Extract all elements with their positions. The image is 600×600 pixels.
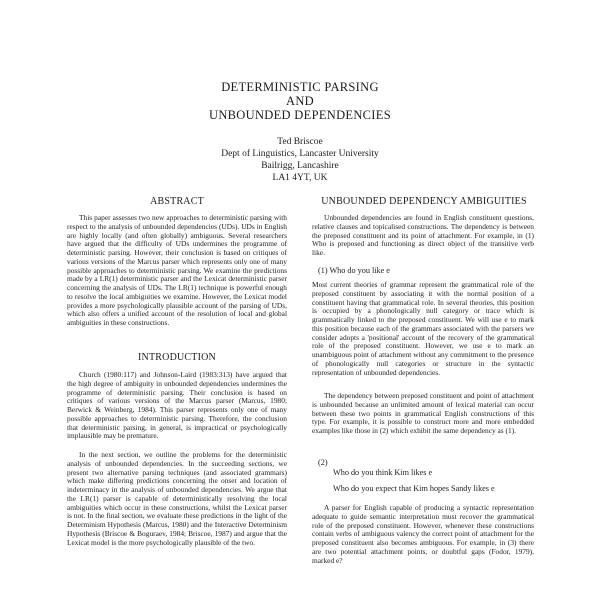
introduction-body [67, 371, 287, 547]
abstract-paragraph: This paper assesses two new approaches to deterministic parsing with respect to the analysis of unbounded dependencies (UDs). UDs in English are highly locally (and often globally) ambiguous. Several researchers have argued that the difficulty of UDs undermines the programme of deterministic parsing. However, their conclusion is based on critiques of various versions of the Marcus parser which represents only one of many possible approaches to deterministic parsing. We examine the predictions made by a LR(1) deterministic parser and the Lexicat deterministic parser concerning the analysis of UDs. The LR(1) technique is powerful enough to resolve the local ambiguities we examine. However, the Lexicat model provides a more psychologically plausible account of the parsing of UDs, which also offers a unified account of the resolution of local and global ambiguities in these constructions. [67, 213, 287, 327]
introduction-heading: INTRODUCTION [138, 352, 216, 363]
introduction-paragraph-1: Church (1980:117) and Johnson-Laird (1983:313) have argued that the high degree of ambiguity in unbounded dependencies undermines the programme of deterministic parsing. Their conclusion is based on critiques of various versions of the Marcus parser (Marcus, 1980; Berwick & Weinberg, 1984). This parser represents only one of many possible approaches to deterministic parsing. Therefore, the conclusion that deterministic parsing, in general, is impractical or psychologically implausible may be premature. [67, 370, 287, 441]
section-paragraph-2: Most current theories of grammar represent the grammatical role of the preposed constituent by associating it with the normal position of a constituent having that grammatical role. In several theories, this position is occupied by a phonologically null category or trace which is grammatically linked to the preposed constituent. We will use e to mark this position because each of the grammars associated with the parsers we consider adopts a 'positional' account of the recovery of the grammatical role of the preposed constituent. However, we use e to mark an unambiguous point of attachment without any commitment to the presence of phonologically null categories or structure in the syntactic representation of unbounded dependencies. [312, 280, 534, 377]
paper-title-line-1: DETERMINISTIC PARSING [221, 80, 379, 94]
author-name: Ted Briscoe [277, 137, 323, 147]
section-paragraph-2-block [312, 281, 534, 377]
example-2a: Who do you think Kim likes e [333, 468, 433, 477]
example-2b: Who do you expect that Kim hopes Sandy likes e [333, 484, 495, 493]
abstract-heading: ABSTRACT [150, 196, 204, 207]
section-paragraph-1: Unbounded dependencies are found in English constituent questions, relative clauses and topicalised constructions. The dependency is between the preposed constituent and its point of attachment. For example, in (1) Who is preposed and functioning as direct object of the transitive verb like. [312, 213, 534, 257]
example-1: (1) Who do you like e [318, 266, 390, 275]
introduction-paragraph-2: In the next section, we outline the problems for the deterministic analysis of unbounded dependencies. In the succeeding sections, we present two alternative parsing techniques (and associated grammars) which make differing predictions concerning the onset and location of indeterminacy in the analysis of unbounded dependencies. We argue that the LR(1) parser is capable of deterministically resolving the local ambiguities which occur in these constructions, whilst the Lexicat parser is not. In the final section, we evaluate these predictions in the light of the Determinism Hypothesis (Marcus, 1980) and the Interactive Determinism Hypothesis (Briscoe & Boguraev, 1984; Briscoe, 1987) and argue that the Lexicat model is the more psychologically plausible of the two. [67, 450, 287, 547]
section-paragraph-1-block [312, 214, 534, 258]
author-department: Dept of Linguistics, Lancaster University [221, 149, 379, 159]
paper-title-line-2: AND [286, 94, 314, 108]
section-paragraph-3-block [312, 392, 534, 436]
section-paragraph-3: The dependency between preposed constituent and point of attachment is unbounded because an unlimited amount of lexical material can occur between these two points in grammatical English constructions of this type. For example, it is possible to construct more and more embedded examples like those in (2) which exhibit the same dependency as (1). [312, 391, 534, 435]
unbounded-dependency-heading: UNBOUNDED DEPENDENCY AMBIGUITIES [321, 196, 527, 207]
abstract-body [67, 214, 287, 328]
section-paragraph-4: A parser for English capable of producing a syntactic representation adequate to guide semantic interpretation must recover the grammatical role of the preposed constituent. However, whenever these constructions contain verbs of ambiguous valency the correct point of attachment for the preposed constituent also becomes ambiguous. For example, in (3) there are two potential attachment points, or doubtful gaps (Fodor, 1979), marked e? [312, 503, 534, 565]
paper-title-line-3: UNBOUNDED DEPENDENCIES [209, 108, 391, 122]
author-postcode: LA1 4YT, UK [272, 173, 328, 183]
example-2-number: (2) [318, 458, 328, 467]
author-town: Bailrigg, Lancashire [261, 161, 339, 171]
section-paragraph-4-block [312, 504, 534, 565]
